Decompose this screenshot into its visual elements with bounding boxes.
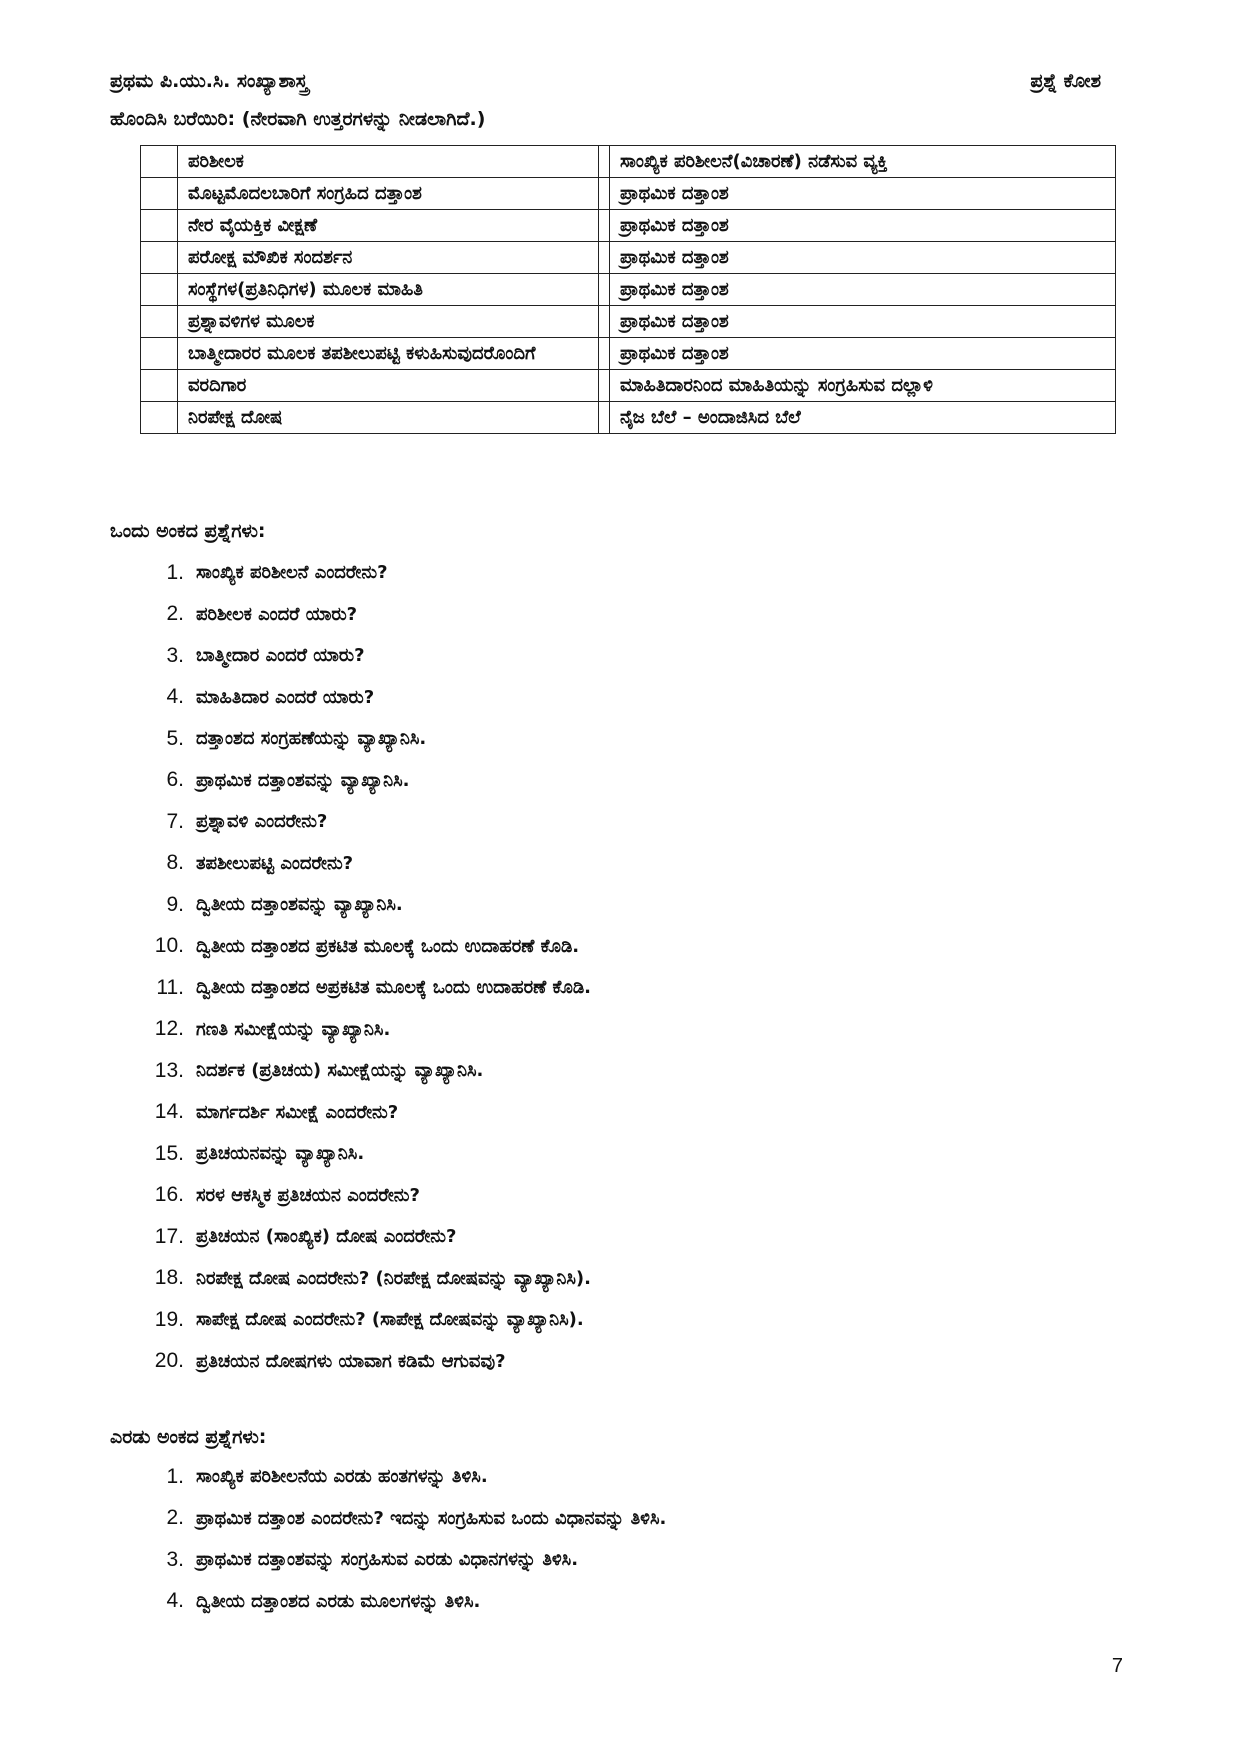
question-text: ಪ್ರತಿಚಯನ ದೋಷಗಳು ಯಾವಾಗ ಕಡಿಮೆ ಆಗುವವು? bbox=[196, 1350, 506, 1372]
match-blank-cell bbox=[599, 274, 610, 306]
question-item bbox=[130, 801, 591, 843]
question-text: ಪ್ರತಿಚಯನವನ್ನು ವ್ಯಾಖ್ಯಾನಿಸಿ. bbox=[196, 1143, 365, 1165]
match-blank-cell bbox=[141, 242, 178, 274]
question-number: 1. bbox=[166, 560, 184, 584]
question-text: ಪ್ರಾಥಮಿಕ ದತ್ತಾಂಶ ಎಂದರೇನು? ಇದನ್ನು ಸಂಗ್ರಹಿಸುವ ಒಂದು ವಿಧಾನವನ್ನು ತಿಳಿಸಿ. bbox=[196, 1507, 667, 1529]
two-mark-question-list bbox=[130, 1456, 666, 1622]
match-blank-cell bbox=[599, 306, 610, 338]
question-number: 2. bbox=[166, 602, 184, 626]
question-item bbox=[130, 884, 591, 926]
question-number: 7. bbox=[166, 809, 184, 833]
question-item bbox=[130, 1581, 666, 1623]
one-mark-question-list bbox=[130, 552, 591, 1382]
question-number: 19. bbox=[154, 1307, 184, 1331]
question-text: ದ್ವಿತೀಯ ದತ್ತಾಂಶದ ಎರಡು ಮೂಲಗಳನ್ನು ತಿಳಿಸಿ. bbox=[196, 1590, 481, 1612]
question-text: ದ್ವಿತೀಯ ದತ್ತಾಂಶವನ್ನು ವ್ಯಾಖ್ಯಾನಿಸಿ. bbox=[196, 894, 403, 916]
two-mark-title: ಎರಡು ಅಂಕದ ಪ್ರಶ್ನೆಗಳು: bbox=[110, 1426, 267, 1448]
match-right-cell: ಪ್ರಾಥಮಿಕ ದತ್ತಾಂಶ bbox=[610, 242, 1116, 274]
question-number: 3. bbox=[166, 1547, 184, 1571]
question-number: 13. bbox=[154, 1058, 184, 1082]
question-item bbox=[130, 1258, 591, 1300]
match-blank-cell bbox=[599, 242, 610, 274]
match-left-cell: ಬಾತ್ಮೀದಾರರ ಮೂಲಕ ತಪಶೀಲುಪಟ್ಟಿ ಕಳುಹಿಸುವುದರೊಂದಿಗೆ bbox=[178, 338, 599, 370]
match-row bbox=[141, 370, 1116, 402]
match-right-cell: ಪ್ರಾಥಮಿಕ ದತ್ತಾಂಶ bbox=[610, 178, 1116, 210]
question-item bbox=[130, 1341, 591, 1383]
match-right-cell: ಪ್ರಾಥಮಿಕ ದತ್ತಾಂಶ bbox=[610, 338, 1116, 370]
match-blank-cell bbox=[141, 306, 178, 338]
match-right-cell: ಮಾಹಿತಿದಾರನಿಂದ ಮಾಹಿತಿಯನ್ನು ಸಂಗ್ರಹಿಸುವ ದಲ್ಲಾಳಿ bbox=[610, 370, 1116, 402]
header-left-title: ಪ್ರಥಮ ಪಿ.ಯು.ಸಿ. ಸಂಖ್ಯಾಶಾಸ್ತ್ರ bbox=[110, 70, 308, 92]
question-number: 18. bbox=[154, 1266, 184, 1290]
question-number: 11. bbox=[156, 975, 184, 999]
match-right-cell: ಪ್ರಾಥಮಿಕ ದತ್ತಾಂಶ bbox=[610, 306, 1116, 338]
match-left-cell: ನಿರಪೇಕ್ಷ ದೋಷ bbox=[178, 402, 599, 434]
match-right-cell: ಸಾಂಖ್ಯಿಕ ಪರಿಶೀಲನೆ(ವಿಚಾರಣೆ) ನಡೆಸುವ ವ್ಯಕ್ತಿ bbox=[610, 146, 1116, 178]
question-number: 4. bbox=[166, 685, 184, 709]
match-left-cell: ಸಂಸ್ಥೆಗಳ(ಪ್ರತಿನಿಧಿಗಳ) ಮೂಲಕ ಮಾಹಿತಿ bbox=[178, 274, 599, 306]
match-blank-cell bbox=[141, 338, 178, 370]
question-item bbox=[130, 677, 591, 719]
question-item bbox=[130, 552, 591, 594]
question-item bbox=[130, 1092, 591, 1134]
match-blank-cell bbox=[141, 402, 178, 434]
question-text: ಸಾಂಖ್ಯಿಕ ಪರಿಶೀಲನೆಯ ಎರಡು ಹಂತಗಳನ್ನು ತಿಳಿಸಿ. bbox=[196, 1466, 488, 1488]
question-text: ದತ್ತಾಂಶದ ಸಂಗ್ರಹಣೆಯನ್ನು ವ್ಯಾಖ್ಯಾನಿಸಿ. bbox=[196, 728, 427, 750]
question-number: 20. bbox=[154, 1349, 184, 1373]
match-row bbox=[141, 338, 1116, 370]
match-blank-cell bbox=[599, 402, 610, 434]
question-text: ಸರಳ ಆಕಸ್ಮಿಕ ಪ್ರತಿಚಯನ ಎಂದರೇನು? bbox=[196, 1184, 420, 1206]
question-number: 2. bbox=[166, 1506, 184, 1530]
question-number: 12. bbox=[154, 1017, 184, 1041]
match-blank-cell bbox=[141, 178, 178, 210]
match-left-cell: ಪ್ರಶ್ನಾವಳಿಗಳ ಮೂಲಕ bbox=[178, 306, 599, 338]
question-item bbox=[130, 594, 591, 636]
match-blank-cell bbox=[599, 370, 610, 402]
question-number: 14. bbox=[154, 1100, 184, 1124]
question-item bbox=[130, 1216, 591, 1258]
question-text: ಗಣತಿ ಸಮೀಕ್ಷೆಯನ್ನು ವ್ಯಾಖ್ಯಾನಿಸಿ. bbox=[196, 1018, 391, 1040]
question-item bbox=[130, 926, 591, 968]
question-number: 17. bbox=[154, 1224, 184, 1248]
match-row bbox=[141, 178, 1116, 210]
page-number: 7 bbox=[1111, 1655, 1123, 1677]
question-text: ನಿದರ್ಶಕ (ಪ್ರತಿಚಯ) ಸಮೀಕ್ಷೆಯನ್ನು ವ್ಯಾಖ್ಯಾನಿಸಿ. bbox=[196, 1060, 484, 1082]
question-text: ಮಾರ್ಗದರ್ಶಿ ಸಮೀಕ್ಷೆ ಎಂದರೇನು? bbox=[196, 1101, 399, 1123]
match-blank-cell bbox=[141, 370, 178, 402]
question-item bbox=[130, 967, 591, 1009]
match-blank-cell bbox=[141, 146, 178, 178]
question-item bbox=[130, 1456, 666, 1498]
question-text: ದ್ವಿತೀಯ ದತ್ತಾಂಶದ ಅಪ್ರಕಟಿತ ಮೂಲಕ್ಕೆ ಒಂದು ಉದಾಹರಣೆ ಕೊಡಿ. bbox=[196, 977, 592, 999]
match-left-cell: ಪರಿಶೀಲಕ bbox=[178, 146, 599, 178]
match-instruction: ಹೊಂದಿಸಿ ಬರೆಯಿರಿ: (ನೇರವಾಗಿ ಉತ್ತರಗಳನ್ನು ನೀಡಲಾಗಿದೆ.) bbox=[110, 108, 486, 130]
match-left-cell: ನೇರ ವೈಯಕ್ತಿಕ ವೀಕ್ಷಣೆ bbox=[178, 210, 599, 242]
match-row bbox=[141, 306, 1116, 338]
question-text: ಮಾಹಿತಿದಾರ ಎಂದರೆ ಯಾರು? bbox=[196, 686, 375, 708]
question-number: 4. bbox=[166, 1589, 184, 1613]
match-right-cell: ಪ್ರಾಥಮಿಕ ದತ್ತಾಂಶ bbox=[610, 274, 1116, 306]
match-row bbox=[141, 242, 1116, 274]
question-text: ಪರಿಶೀಲಕ ಎಂದರೆ ಯಾರು? bbox=[196, 603, 358, 625]
question-number: 16. bbox=[154, 1183, 184, 1207]
header-right-title: ಪ್ರಶ್ನೆ ಕೋಶ bbox=[1030, 70, 1101, 92]
question-item bbox=[130, 635, 591, 677]
question-text: ಪ್ರಾಥಮಿಕ ದತ್ತಾಂಶವನ್ನು ಸಂಗ್ರಹಿಸುವ ಎರಡು ವಿಧಾನಗಳನ್ನು ತಿಳಿಸಿ. bbox=[196, 1549, 579, 1571]
question-number: 3. bbox=[166, 643, 184, 667]
question-item bbox=[130, 1299, 591, 1341]
question-number: 1. bbox=[166, 1464, 184, 1488]
match-left-cell: ವರದಿಗಾರ bbox=[178, 370, 599, 402]
match-right-cell: ನೈಜ ಬೆಲೆ – ಅಂದಾಜಿಸಿದ ಬೆಲೆ bbox=[610, 402, 1116, 434]
question-text: ಸಾಪೇಕ್ಷ ದೋಷ ಎಂದರೇನು? (ಸಾಪೇಕ್ಷ ದೋಷವನ್ನು ವ್ಯಾಖ್ಯಾನಿಸಿ). bbox=[196, 1309, 584, 1331]
question-number: 10. bbox=[154, 934, 184, 958]
match-blank-cell bbox=[599, 338, 610, 370]
question-item bbox=[130, 718, 591, 760]
question-text: ಸಾಂಖ್ಯಿಕ ಪರಿಶೀಲನೆ ಎಂದರೇನು? bbox=[196, 562, 388, 584]
question-text: ಬಾತ್ಮೀದಾರ ಎಂದರೆ ಯಾರು? bbox=[196, 645, 365, 667]
question-item bbox=[130, 1050, 591, 1092]
match-left-cell: ಮೊಟ್ಟಮೊದಲಬಾರಿಗೆ ಸಂಗ್ರಹಿದ ದತ್ತಾಂಶ bbox=[178, 178, 599, 210]
match-blank-cell bbox=[599, 146, 610, 178]
question-item bbox=[130, 1133, 591, 1175]
match-row bbox=[141, 274, 1116, 306]
match-left-cell: ಪರೋಕ್ಷ ಮೌಖಿಕ ಸಂದರ್ಶನ bbox=[178, 242, 599, 274]
match-blank-cell bbox=[599, 178, 610, 210]
match-right-cell: ಪ್ರಾಥಮಿಕ ದತ್ತಾಂಶ bbox=[610, 210, 1116, 242]
question-item bbox=[130, 1498, 666, 1540]
match-row bbox=[141, 146, 1116, 178]
question-number: 6. bbox=[166, 768, 184, 792]
match-row bbox=[141, 210, 1116, 242]
match-blank-cell bbox=[599, 210, 610, 242]
match-table bbox=[140, 145, 1116, 434]
match-blank-cell bbox=[141, 274, 178, 306]
question-number: 8. bbox=[166, 851, 184, 875]
question-item bbox=[130, 760, 591, 802]
question-text: ನಿರಪೇಕ್ಷ ದೋಷ ಎಂದರೇನು? (ನಿರಪೇಕ್ಷ ದೋಷವನ್ನು ವ್ಯಾಖ್ಯಾನಿಸಿ). bbox=[196, 1267, 591, 1289]
question-item bbox=[130, 1175, 591, 1217]
question-text: ಪ್ರತಿಚಯನ (ಸಾಂಖ್ಯಿಕ) ದೋಷ ಎಂದರೇನು? bbox=[196, 1226, 457, 1248]
question-text: ದ್ವಿತೀಯ ದತ್ತಾಂಶದ ಪ್ರಕಟಿತ ಮೂಲಕ್ಕೆ ಒಂದು ಉದಾಹರಣೆ ಕೊಡಿ. bbox=[196, 935, 580, 957]
one-mark-title: ಒಂದು ಅಂಕದ ಪ್ರಶ್ನೆಗಳು: bbox=[110, 520, 266, 542]
question-item bbox=[130, 1009, 591, 1051]
question-text: ಪ್ರಾಥಮಿಕ ದತ್ತಾಂಶವನ್ನು ವ್ಯಾಖ್ಯಾನಿಸಿ. bbox=[196, 769, 410, 791]
question-number: 9. bbox=[166, 892, 184, 916]
match-row bbox=[141, 402, 1116, 434]
question-number: 15. bbox=[154, 1141, 184, 1165]
question-item bbox=[130, 1539, 666, 1581]
question-number: 5. bbox=[166, 726, 184, 750]
question-text: ತಪಶೀಲುಪಟ್ಟಿ ಎಂದರೇನು? bbox=[196, 852, 354, 874]
match-blank-cell bbox=[141, 210, 178, 242]
question-item bbox=[130, 843, 591, 885]
question-text: ಪ್ರಶ್ನಾವಳಿ ಎಂದರೇನು? bbox=[196, 811, 328, 833]
